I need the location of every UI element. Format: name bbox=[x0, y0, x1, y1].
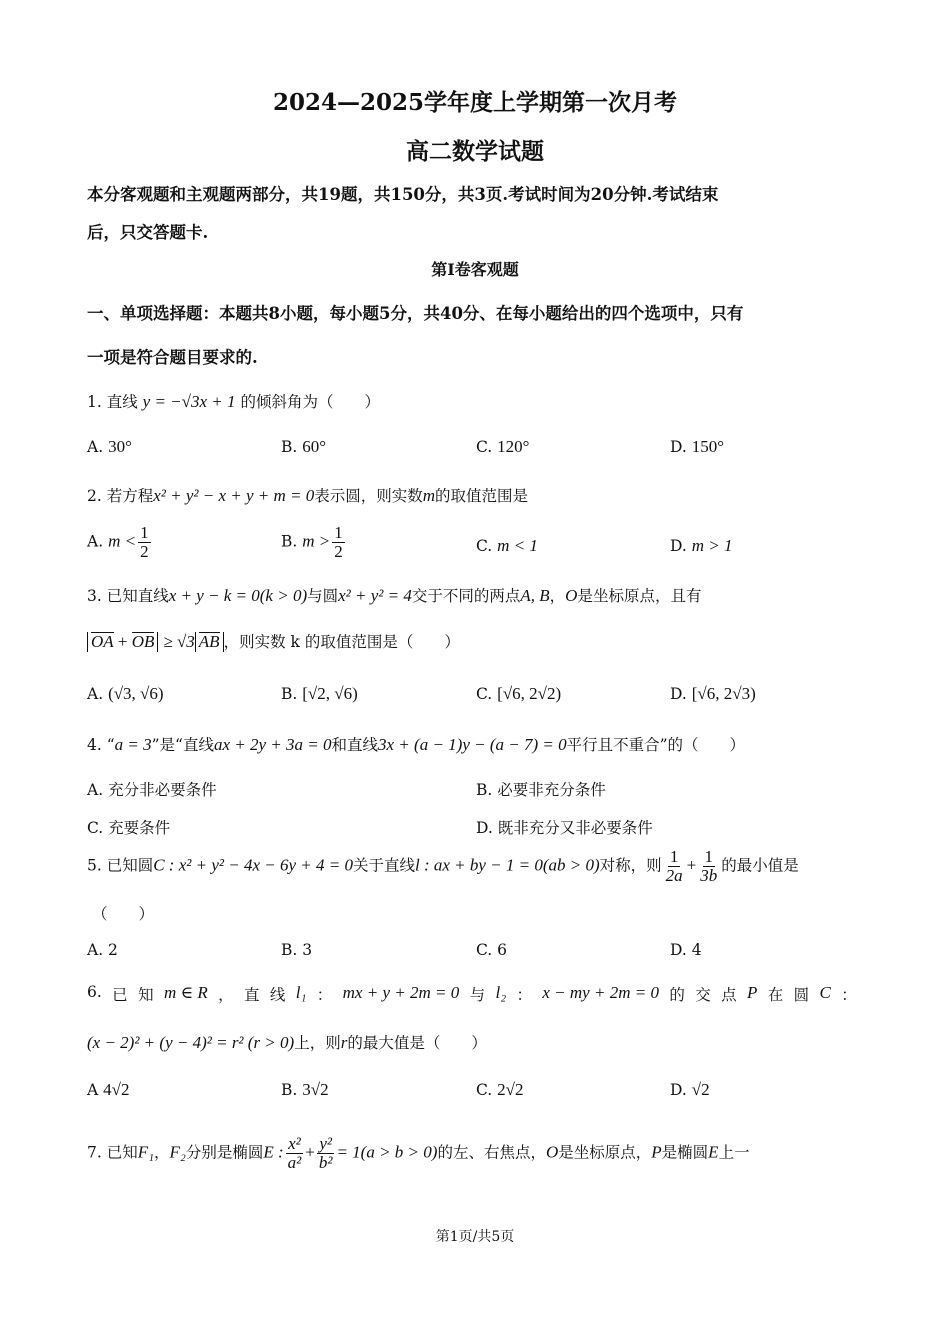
question-6: 6. 已 知 m ∈ R ， 直 线 l₁ ： mx + y + 2m = 0 与 l₂ ： x − my + 2m = 0 的 交 点 P 在 圆 C ： bbox=[87, 983, 857, 1004]
section-heading-2: 一项是符合题目要求的. bbox=[87, 348, 258, 367]
section-heading-1: 一、单项选择题：本题共8小题，每小题5分，共40分、在每小题给出的四个选项中，只有 bbox=[87, 304, 744, 323]
q4-option-b[interactable]: B. 必要非充分条件 bbox=[476, 781, 606, 799]
q6-option-c[interactable]: C. 2√2 bbox=[476, 1080, 524, 1099]
q4-option-c[interactable]: C. 充要条件 bbox=[87, 819, 171, 837]
exam-title: 2024—2025学年度上学期第一次月考 bbox=[272, 89, 678, 116]
q5-option-b[interactable]: B. 3 bbox=[281, 941, 313, 959]
question-6-line-2: (x − 2)² + (y − 4)² = r² (r > 0)上，则r的最大值是（ ） bbox=[87, 1033, 487, 1052]
question-5: 5. 已知圆C : x² + y² − 4x − 6y + 4 = 0关于直线l : ax + by − 1 = 0(ab > 0)对称，则 $\frac{1}{2a}$ + $\frac{1}{3b}$ 的最小值是 bbox=[87, 847, 799, 885]
q1-option-d[interactable]: D. 150° bbox=[670, 437, 725, 456]
q2-equation: x² + y² − x + y + m = 0 bbox=[153, 486, 315, 505]
intro-line-2: 后，只交答题卡. bbox=[87, 223, 209, 242]
q3-option-d[interactable]: D. [√6, 2√3) bbox=[670, 684, 756, 703]
question-3: 3. 已知直线x + y − k = 0(k > 0)与圆x² + y² = 4交于不同的两点A, B，O是坐标原点，且有 bbox=[87, 586, 702, 605]
q1-option-b[interactable]: B. 60° bbox=[281, 437, 327, 456]
q6-option-d[interactable]: D. √2 bbox=[670, 1080, 710, 1099]
page-number: 第1页/共5页 bbox=[435, 1229, 515, 1245]
q2-option-a[interactable]: A. m < $\frac{1}{2}$ bbox=[87, 523, 149, 561]
question-1: 1. 直线 y = −√3x + 1 的倾斜角为（ ） bbox=[87, 392, 380, 411]
q5-option-d[interactable]: D. 4 bbox=[670, 941, 702, 959]
q4-option-a[interactable]: A. 充分非必要条件 bbox=[87, 781, 217, 799]
q5-option-a[interactable]: A. 2 bbox=[87, 941, 118, 959]
q6-option-b[interactable]: B. 3√2 bbox=[281, 1080, 329, 1099]
q5-option-c[interactable]: C. 6 bbox=[476, 941, 508, 959]
question-3-line-2: OA + OB ≥ √3 AB ，则实数 k 的取值范围是（ ） bbox=[87, 630, 460, 652]
exam-subtitle: 高二数学试题 bbox=[406, 138, 544, 165]
q3-option-a[interactable]: A. (√3, √6) bbox=[87, 684, 164, 703]
q5-answer-paren: （ ） bbox=[92, 905, 155, 923]
q2-option-b[interactable]: B. m > $\frac{1}{2}$ bbox=[281, 523, 343, 561]
question-2: 2. 若方程x² + y² − x + y + m = 0表示圆，则实数m的取值范围是 bbox=[87, 486, 529, 505]
part-title: 第I卷客观题 bbox=[431, 260, 519, 279]
q3-option-c[interactable]: C. [√6, 2√2) bbox=[476, 684, 562, 703]
q3-option-b[interactable]: B. [√2, √6) bbox=[281, 684, 358, 703]
question-7: 7. 已知F₁，F₂分别是椭圆E : $\frac{\text{x²}}{\text{a²}}$ + $\frac{\text{y²}}{\text{b²}}$ = 1(a > b > 0)的左、右焦点，O是坐标原点，P是椭圆E上一 bbox=[87, 1134, 750, 1172]
q6-option-a[interactable]: A 4√2 bbox=[87, 1080, 130, 1099]
intro-line-1: 本分客观题和主观题两部分，共19题，共150分，共3页.考试时间为20分钟.考试结束 bbox=[87, 185, 719, 204]
q1-option-c[interactable]: C. 120° bbox=[476, 437, 530, 456]
q2-option-d[interactable]: D. m > 1 bbox=[670, 536, 733, 555]
q1-option-a[interactable]: A. 30° bbox=[87, 437, 132, 456]
q1-equation: y = −√3x + 1 bbox=[142, 392, 236, 411]
question-4: 4. “a = 3”是“直线ax + 2y + 3a = 0和直线3x + (a − 1)y − (a − 7) = 0平行且不重合”的（ ） bbox=[87, 735, 746, 754]
q4-option-d[interactable]: D. 既非充分又非必要条件 bbox=[476, 819, 653, 837]
q2-option-c[interactable]: C. m < 1 bbox=[476, 536, 538, 555]
